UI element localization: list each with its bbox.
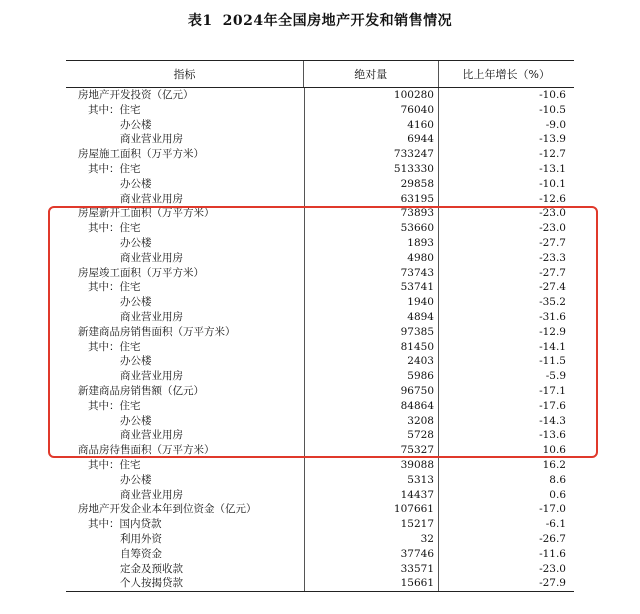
row-growth-value: -9.0 xyxy=(438,118,574,133)
row-absolute-value: 4894 xyxy=(304,310,438,325)
row-absolute-value: 39088 xyxy=(304,458,438,473)
table-row xyxy=(66,266,574,281)
row-indicator: 房地产开发投资（亿元） xyxy=(78,89,194,101)
row-absolute-value: 73893 xyxy=(304,206,438,221)
row-indicator: 其中：住宅 xyxy=(88,162,141,175)
table-row xyxy=(66,473,574,488)
table-body xyxy=(66,88,574,591)
table-row xyxy=(66,280,574,295)
row-absolute-value: 84864 xyxy=(304,399,438,414)
row-absolute-value: 4160 xyxy=(304,118,438,133)
table-header xyxy=(66,61,574,88)
row-growth-value: -27.7 xyxy=(438,236,574,251)
row-indicator: 商业营业用房 xyxy=(120,429,183,442)
row-indicator: 自筹资金 xyxy=(120,547,162,560)
row-indicator: 定金及预收款 xyxy=(120,562,183,575)
row-growth-value: -27.7 xyxy=(438,266,574,281)
row-indicator: 新建商品房销售面积（万平方米） xyxy=(78,325,236,338)
table-row xyxy=(66,399,574,414)
row-absolute-value: 29858 xyxy=(304,177,438,192)
row-indicator: 商业营业用房 xyxy=(120,370,183,383)
row-growth-value: -12.6 xyxy=(438,192,574,207)
row-indicator: 利用外资 xyxy=(120,532,162,545)
row-absolute-value: 96750 xyxy=(304,384,438,399)
row-indicator: 商业营业用房 xyxy=(120,192,183,205)
table-row xyxy=(66,103,574,118)
row-absolute-value: 1893 xyxy=(304,236,438,251)
table-row xyxy=(66,251,574,266)
table-row xyxy=(66,443,574,458)
row-growth-value: -27.9 xyxy=(438,576,574,591)
row-absolute-value: 15661 xyxy=(304,576,438,591)
row-absolute-value: 5313 xyxy=(304,473,438,488)
table-row xyxy=(66,88,574,103)
row-growth-value: -17.6 xyxy=(438,399,574,414)
row-indicator: 商品房待售面积（万平方米） xyxy=(78,444,215,457)
row-indicator: 房屋施工面积（万平方米） xyxy=(78,148,204,161)
row-growth-value: -17.1 xyxy=(438,384,574,399)
row-growth-value: -35.2 xyxy=(438,295,574,310)
row-growth-value: -13.6 xyxy=(438,428,574,443)
table-title xyxy=(0,10,640,30)
row-indicator: 个人按揭贷款 xyxy=(120,577,183,590)
table-row xyxy=(66,147,574,162)
row-absolute-value: 4980 xyxy=(304,251,438,266)
row-absolute-value: 100280 xyxy=(304,88,438,103)
header-growth: 比上年增长（%） xyxy=(438,61,574,87)
row-indicator: 办公楼 xyxy=(120,414,152,427)
row-growth-value: -14.3 xyxy=(438,414,574,429)
table-row xyxy=(66,488,574,503)
table-row xyxy=(66,384,574,399)
table-row xyxy=(66,177,574,192)
row-absolute-value: 37746 xyxy=(304,547,438,562)
row-absolute-value: 14437 xyxy=(304,488,438,503)
row-absolute-value: 5728 xyxy=(304,428,438,443)
table-row xyxy=(66,576,574,591)
row-growth-value: 10.6 xyxy=(438,443,574,458)
row-growth-value: -17.0 xyxy=(438,502,574,517)
row-absolute-value: 81450 xyxy=(304,340,438,355)
row-growth-value: -6.1 xyxy=(438,517,574,532)
table-row xyxy=(66,414,574,429)
row-indicator: 房屋竣工面积（万平方米） xyxy=(78,266,204,279)
header-indicator: 指标 xyxy=(173,68,196,81)
table-row xyxy=(66,221,574,236)
row-absolute-value: 513330 xyxy=(304,162,438,177)
row-growth-value: 0.6 xyxy=(438,488,574,503)
row-growth-value: -13.9 xyxy=(438,132,574,147)
table-row xyxy=(66,310,574,325)
row-absolute-value: 1940 xyxy=(304,295,438,310)
row-indicator: 其中：住宅 xyxy=(88,340,141,353)
row-growth-value: -23.3 xyxy=(438,251,574,266)
table-row xyxy=(66,132,574,147)
table-row xyxy=(66,206,574,221)
table-row xyxy=(66,325,574,340)
table-row xyxy=(66,340,574,355)
table-row xyxy=(66,517,574,532)
row-absolute-value: 63195 xyxy=(304,192,438,207)
row-growth-value: -26.7 xyxy=(438,532,574,547)
row-absolute-value: 107661 xyxy=(304,502,438,517)
row-indicator: 其中：国内贷款 xyxy=(88,518,162,531)
table-row xyxy=(66,428,574,443)
row-absolute-value: 97385 xyxy=(304,325,438,340)
row-growth-value: -10.6 xyxy=(438,88,574,103)
row-absolute-value: 33571 xyxy=(304,562,438,577)
row-indicator: 商业营业用房 xyxy=(120,310,183,323)
row-indicator: 其中：住宅 xyxy=(88,458,141,471)
table-row xyxy=(66,458,574,473)
row-indicator: 其中：住宅 xyxy=(88,399,141,412)
row-growth-value: -10.1 xyxy=(438,177,574,192)
row-absolute-value: 2403 xyxy=(304,354,438,369)
row-growth-value: -13.1 xyxy=(438,162,574,177)
table-row xyxy=(66,236,574,251)
row-growth-value: -23.0 xyxy=(438,562,574,577)
row-indicator: 新建商品房销售额（亿元） xyxy=(78,384,204,397)
row-growth-value: -11.5 xyxy=(438,354,574,369)
row-absolute-value: 76040 xyxy=(304,103,438,118)
table-row xyxy=(66,162,574,177)
row-absolute-value: 3208 xyxy=(304,414,438,429)
data-table xyxy=(66,60,574,592)
row-growth-value: 16.2 xyxy=(438,458,574,473)
table-row xyxy=(66,547,574,562)
row-growth-value: -27.4 xyxy=(438,280,574,295)
row-indicator: 商业营业用房 xyxy=(120,251,183,264)
table-row xyxy=(66,295,574,310)
table-row xyxy=(66,354,574,369)
row-indicator: 办公楼 xyxy=(120,177,152,190)
row-growth-value: -5.9 xyxy=(438,369,574,384)
row-indicator: 商业营业用房 xyxy=(120,488,183,501)
row-growth-value: -23.0 xyxy=(438,221,574,236)
row-indicator: 办公楼 xyxy=(120,473,152,486)
row-indicator: 办公楼 xyxy=(120,236,152,249)
row-indicator: 房地产开发企业本年到位资金（亿元） xyxy=(78,503,257,516)
row-growth-value: -31.6 xyxy=(438,310,574,325)
table-row xyxy=(66,369,574,384)
table-number: 表1 xyxy=(187,13,213,29)
row-growth-value: -23.0 xyxy=(438,206,574,221)
row-indicator: 其中：住宅 xyxy=(88,281,141,294)
row-absolute-value: 32 xyxy=(304,532,438,547)
row-absolute-value: 53660 xyxy=(304,221,438,236)
table-row xyxy=(66,118,574,133)
row-indicator: 其中：住宅 xyxy=(88,103,141,116)
row-growth-value: -11.6 xyxy=(438,547,574,562)
row-indicator: 办公楼 xyxy=(120,296,152,309)
table-row xyxy=(66,562,574,577)
row-absolute-value: 75327 xyxy=(304,443,438,458)
row-growth-value: -14.1 xyxy=(438,340,574,355)
row-indicator: 商业营业用房 xyxy=(120,133,183,146)
row-indicator: 办公楼 xyxy=(120,355,152,368)
row-absolute-value: 6944 xyxy=(304,132,438,147)
table-row xyxy=(66,502,574,517)
row-indicator: 其中：住宅 xyxy=(88,222,141,235)
row-absolute-value: 733247 xyxy=(304,147,438,162)
row-growth-value: 8.6 xyxy=(438,473,574,488)
header-absolute: 绝对量 xyxy=(303,61,437,87)
table-row xyxy=(66,192,574,207)
table-row xyxy=(66,532,574,547)
row-absolute-value: 73743 xyxy=(304,266,438,281)
row-absolute-value: 5986 xyxy=(304,369,438,384)
row-indicator: 办公楼 xyxy=(120,118,152,131)
row-absolute-value: 53741 xyxy=(304,280,438,295)
row-indicator: 房屋新开工面积（万平方米） xyxy=(78,207,215,220)
row-growth-value: -10.5 xyxy=(438,103,574,118)
row-growth-value: -12.7 xyxy=(438,147,574,162)
table-title-text: 2024年全国房地产开发和销售情况 xyxy=(222,13,453,29)
row-growth-value: -12.9 xyxy=(438,325,574,340)
row-absolute-value: 15217 xyxy=(304,517,438,532)
